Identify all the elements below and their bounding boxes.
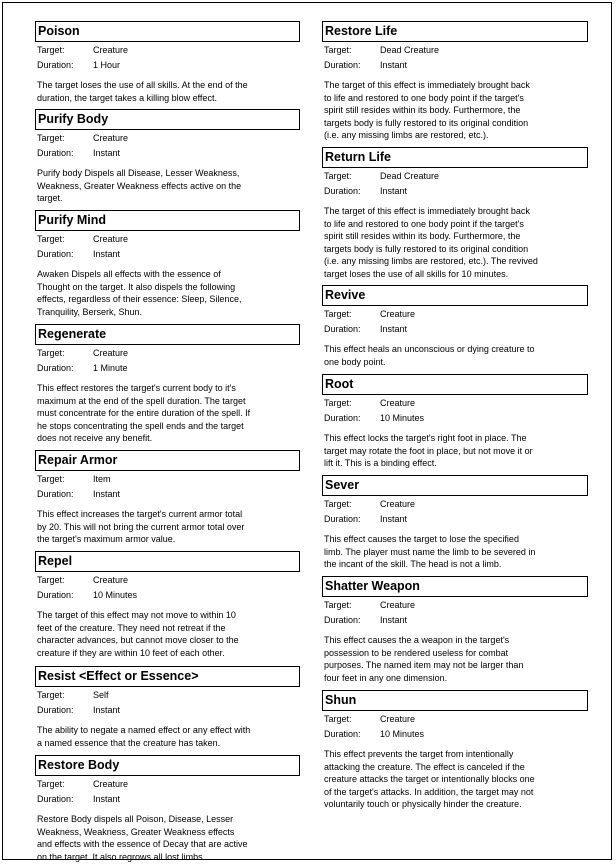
duration-row xyxy=(35,59,300,72)
duration-label: Duration: xyxy=(324,324,361,334)
target-row xyxy=(322,170,588,183)
duration-value: Instant xyxy=(380,60,408,70)
target-label: Target: xyxy=(37,234,65,244)
duration-label: Duration: xyxy=(37,489,74,499)
duration-value: 1 Minute xyxy=(93,363,128,373)
target-value: Creature xyxy=(380,398,416,408)
target-row xyxy=(322,498,588,511)
entry-description: This effect causes the target to lose the specified limb. The player must name the limb to be severed in the incant of the skill. The head is not a limb. xyxy=(324,534,536,569)
duration-label: Duration: xyxy=(324,60,361,70)
duration-value: Instant xyxy=(380,615,408,625)
entry-title: Restore Life xyxy=(322,21,588,42)
entry-description: The target of this effect is immediately brought back to life and restored to one body point if the target's spirit still resides within its body. Furthermore, the targets body is fully restored to its original condition (i.e. any missing limbs are restored, etc.). The revived target loses the use of all skills for 10 minutes. xyxy=(324,206,538,279)
entry-description: This effect restores the target's current body to it's maximum at the end of the spell duration. The target must concentrate for the entire duration of the spell. If he stops concentrating the spell ends and the target does not receive any benefit. xyxy=(37,383,251,443)
target-value: Dead Creature xyxy=(380,45,440,55)
duration-row xyxy=(35,704,300,717)
entry-title: Repel xyxy=(35,551,300,572)
duration-row xyxy=(35,362,300,375)
duration-value: Instant xyxy=(93,794,121,804)
duration-label: Duration: xyxy=(324,514,361,524)
duration-row xyxy=(35,589,300,602)
entry-resist-effect-or-essence xyxy=(35,666,300,749)
duration-label: Duration: xyxy=(324,413,361,423)
target-row xyxy=(35,132,300,145)
duration-value: Instant xyxy=(93,249,121,259)
entry-revive xyxy=(322,285,588,368)
duration-value: 10 Minutes xyxy=(93,590,138,600)
target-row xyxy=(322,599,588,612)
entry-title: Regenerate xyxy=(35,324,300,345)
entry-title: Restore Body xyxy=(35,755,300,776)
target-row xyxy=(35,689,300,702)
entry-repair-armor xyxy=(35,450,300,546)
entry-title: Shun xyxy=(322,690,588,711)
duration-label: Duration: xyxy=(37,363,74,373)
entry-title: Purify Body xyxy=(35,109,300,130)
entry-sever xyxy=(322,475,588,571)
entry-restore-body xyxy=(35,755,300,863)
target-row xyxy=(322,713,588,726)
target-label: Target: xyxy=(324,398,352,408)
entry-purify-mind xyxy=(35,210,300,318)
entry-title: Purify Mind xyxy=(35,210,300,231)
target-row xyxy=(35,347,300,360)
target-label: Target: xyxy=(324,600,352,610)
duration-label: Duration: xyxy=(324,729,361,739)
entry-description: The ability to negate a named effect or any effect with a named essence that the creature has taken. xyxy=(37,725,251,748)
target-label: Target: xyxy=(37,45,65,55)
target-value: Creature xyxy=(93,234,129,244)
duration-row xyxy=(322,513,588,526)
entry-title: Repair Armor xyxy=(35,450,300,471)
entry-description: The target loses the use of all skills. At the end of the duration, the target takes a killing blow effect. xyxy=(37,80,248,103)
entry-description: The target of this effect is immediately brought back to life and restored to one body point if the target's spirit still resides within its body. Furthermore, the targets body is fully restored to its original condition (i.e. any missing limbs are restored, etc.). xyxy=(324,80,530,140)
duration-value: Instant xyxy=(93,489,121,499)
entry-description: The target of this effect may not move to within 10 feet of the creature. They need not retreat if the character advances, but cannot move closer to the creature if they are within 10 feet of each other. xyxy=(37,610,239,658)
entry-title: Return Life xyxy=(322,147,588,168)
duration-label: Duration: xyxy=(37,590,74,600)
entry-title: Sever xyxy=(322,475,588,496)
duration-value: Instant xyxy=(93,148,121,158)
duration-label: Duration: xyxy=(37,794,74,804)
target-value: Creature xyxy=(380,600,416,610)
target-value: Creature xyxy=(93,575,129,585)
entry-return-life xyxy=(322,147,588,280)
entry-shatter-weapon xyxy=(322,576,588,684)
entry-description: This effect locks the target's right foot in place. The target may rotate the foot in place, but not move it or lift it. This is a binding effect. xyxy=(324,433,533,468)
target-label: Target: xyxy=(324,171,352,181)
target-value: Item xyxy=(93,474,111,484)
entry-repel xyxy=(35,551,300,659)
duration-label: Duration: xyxy=(37,249,74,259)
target-row xyxy=(322,397,588,410)
duration-row xyxy=(35,248,300,261)
duration-row xyxy=(322,728,588,741)
target-value: Creature xyxy=(93,779,129,789)
entry-regenerate xyxy=(35,324,300,445)
duration-row xyxy=(35,147,300,160)
entry-description: This effect heals an unconscious or dying creature to one body point. xyxy=(324,344,535,367)
target-value: Creature xyxy=(93,45,129,55)
target-row xyxy=(35,233,300,246)
entry-purify-body xyxy=(35,109,300,205)
target-value: Creature xyxy=(93,348,129,358)
entry-description: This effect causes the a weapon in the target's possession to be rendered useless for combat purposes. The named item may not be larger than four feet in any one dimension. xyxy=(324,635,524,683)
target-label: Target: xyxy=(37,133,65,143)
target-value: Creature xyxy=(380,309,416,319)
duration-value: Instant xyxy=(380,186,408,196)
target-label: Target: xyxy=(324,309,352,319)
duration-row xyxy=(322,185,588,198)
target-value: Dead Creature xyxy=(380,171,440,181)
entry-description: Purify body Dispels all Disease, Lesser Weakness, Weakness, Greater Weakness effects active on the target. xyxy=(37,168,242,203)
target-value: Self xyxy=(93,690,109,700)
duration-row xyxy=(35,793,300,806)
duration-value: 10 Minutes xyxy=(380,413,425,423)
entry-poison xyxy=(35,21,300,104)
target-row xyxy=(35,44,300,57)
target-row xyxy=(35,473,300,486)
target-row xyxy=(35,574,300,587)
entry-description: This effect increases the target's current armor total by 20. This will not bring the current armor total over the target's maximum armor value. xyxy=(37,509,245,544)
entry-description: Awaken Dispels all effects with the essence of Thought on the target. It also dispels the following effects, regardless of their essence: Sleep, Silence, Tranquility, Berserk, Shun. xyxy=(37,269,242,317)
duration-row xyxy=(322,59,588,72)
entry-title: Poison xyxy=(35,21,300,42)
duration-row xyxy=(322,412,588,425)
target-label: Target: xyxy=(37,779,65,789)
duration-label: Duration: xyxy=(324,615,361,625)
entry-title: Shatter Weapon xyxy=(322,576,588,597)
duration-value: Instant xyxy=(380,324,408,334)
duration-value: 10 Minutes xyxy=(380,729,425,739)
entry-title: Revive xyxy=(322,285,588,306)
target-value: Creature xyxy=(380,714,416,724)
entry-description: This effect prevents the target from intentionally attacking the creature. The effect is canceled if the creature attacks the target or intentionally blocks one of the target's attacks. In addition, the target may not voluntarily touch or physically hinder the creature. xyxy=(324,749,535,809)
target-value: Creature xyxy=(380,499,416,509)
duration-value: Instant xyxy=(93,705,121,715)
duration-value: 1 Hour xyxy=(93,60,121,70)
entry-title: Resist <Effect or Essence> xyxy=(35,666,300,687)
entry-root xyxy=(322,374,588,470)
target-label: Target: xyxy=(324,714,352,724)
duration-value: Instant xyxy=(380,514,408,524)
entry-shun xyxy=(322,690,588,811)
duration-row xyxy=(322,614,588,627)
target-label: Target: xyxy=(324,499,352,509)
target-label: Target: xyxy=(37,575,65,585)
duration-label: Duration: xyxy=(37,705,74,715)
entry-description: Restore Body dispels all Poison, Disease, Lesser Weakness, Weakness, Greater Weakness effects and effects with the essence of Decay that are active on the target. It also regrows all lost limbs. xyxy=(37,814,248,862)
target-value: Creature xyxy=(93,133,129,143)
target-row xyxy=(35,778,300,791)
duration-row xyxy=(35,488,300,501)
target-row xyxy=(322,308,588,321)
duration-row xyxy=(322,323,588,336)
target-label: Target: xyxy=(37,474,65,484)
target-label: Target: xyxy=(37,348,65,358)
target-label: Target: xyxy=(37,690,65,700)
duration-label: Duration: xyxy=(324,186,361,196)
duration-label: Duration: xyxy=(37,148,74,158)
duration-label: Duration: xyxy=(37,60,74,70)
entry-restore-life xyxy=(322,21,588,142)
target-label: Target: xyxy=(324,45,352,55)
entry-title: Root xyxy=(322,374,588,395)
target-row xyxy=(322,44,588,57)
